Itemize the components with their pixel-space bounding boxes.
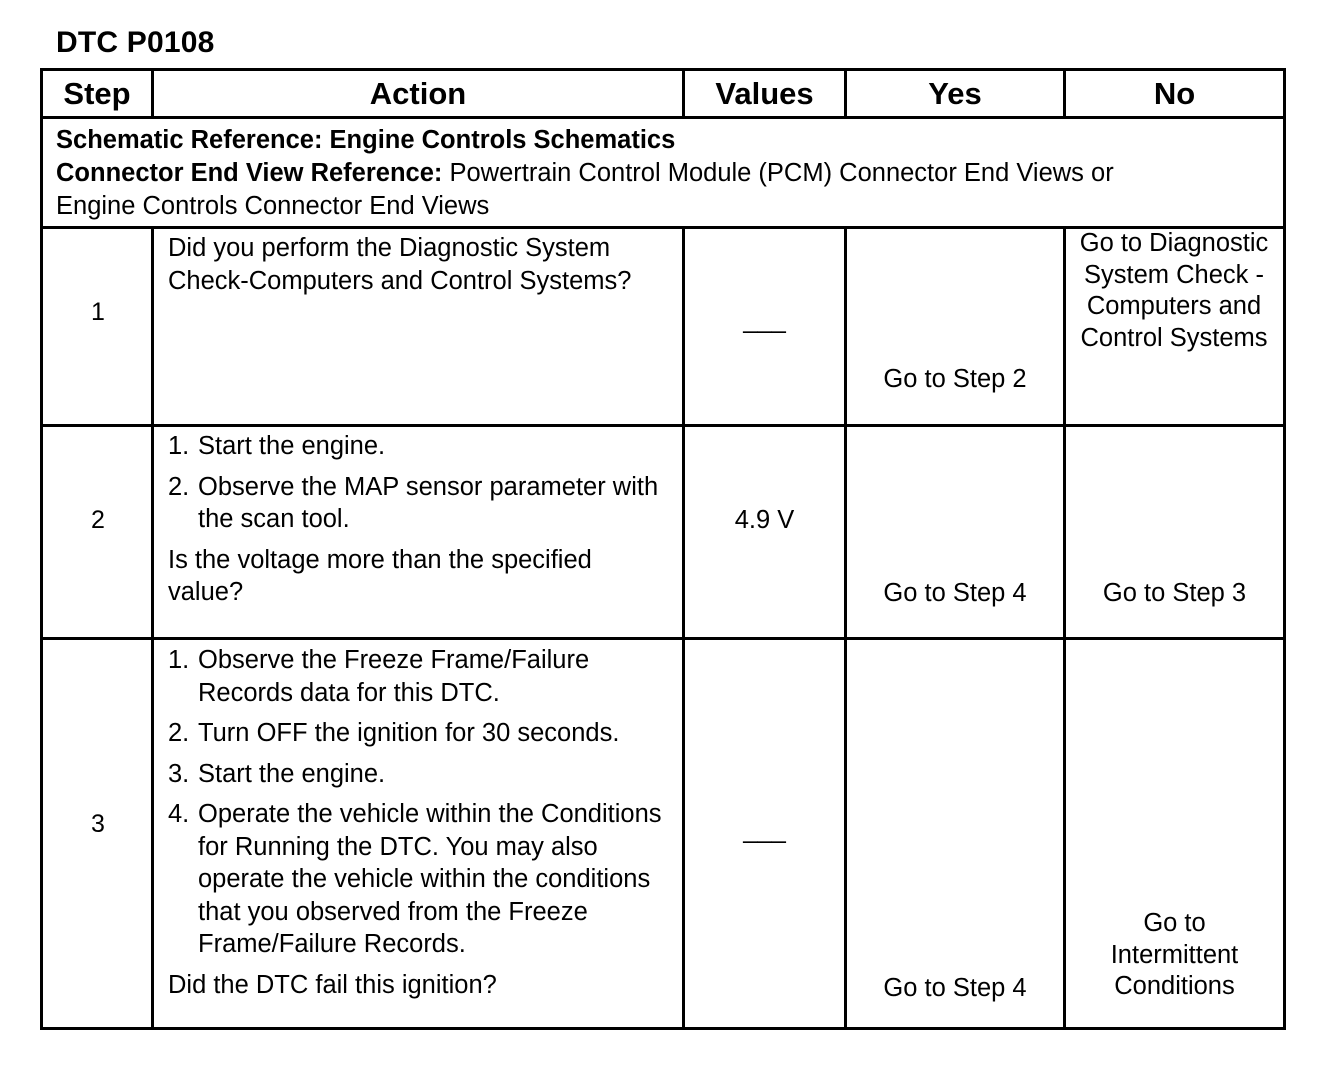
value-cell: 4.9 V [734, 506, 795, 534]
header-yes: Yes [928, 76, 982, 111]
action-question: Did the DTC fail this ignition? [168, 970, 497, 999]
yes-cell: Go to Step 2 [883, 365, 1027, 393]
document-title: DTC P0108 [56, 26, 215, 59]
list-item: 2. Observe the MAP sensor parameter with the scan tool. [168, 472, 659, 533]
yes-cell: Go to Step 4 [883, 579, 1027, 607]
step-number: 3 [91, 810, 105, 838]
list-item: 3. Start the engine. [168, 759, 386, 788]
col-divider-values [844, 226, 847, 1030]
step-number: 2 [91, 506, 105, 534]
action-block [168, 644, 668, 1001]
header-no: No [1153, 76, 1196, 111]
connector-reference-cont: Engine Controls Connector End Views [56, 192, 490, 220]
list-item: 4. Operate the vehicle within the Conditions for Running the DTC. You may also operate the vehicle within the conditions that you observed from the Freeze Frame/Failure Records. [168, 800, 662, 958]
col-divider-action [682, 226, 685, 1030]
step-number: 1 [91, 298, 105, 326]
row-divider-2 [40, 637, 1286, 640]
list-item: 1. Start the engine. [168, 432, 386, 460]
value-cell: ___ [743, 306, 786, 334]
reference-block [56, 124, 1256, 223]
action-block [168, 430, 673, 609]
connector-reference: Connector End View Reference: Powertrain Control Module (PCM) Connector End Views or [56, 159, 1114, 187]
yes-cell: Go to Step 4 [883, 974, 1027, 1002]
row-divider-1 [40, 424, 1286, 427]
header-action: Action [369, 76, 467, 111]
header-divider [40, 116, 1286, 119]
value-cell: ___ [743, 816, 786, 844]
header-values: Values [715, 76, 814, 111]
col-divider-step [151, 226, 154, 1030]
header-step: Step [63, 76, 131, 111]
no-cell: Go to Diagnostic System Check - Computers and Control Systems [1079, 229, 1269, 352]
col-divider-yes [1063, 226, 1066, 1030]
action-text: Did you perform the Diagnostic System Check-Computers and Control Systems? [168, 234, 632, 295]
list-item: 1. Observe the Freeze Frame/Failure Records data for this DTC. [168, 646, 590, 707]
schematic-reference: Schematic Reference: Engine Controls Schematics [56, 126, 676, 154]
no-cell: Go to Intermittent Conditions [1110, 909, 1239, 1000]
action-question: Is the voltage more than the specified value? [168, 545, 592, 606]
list-item: 2. Turn OFF the ignition for 30 seconds. [168, 719, 620, 747]
no-cell: Go to Step 3 [1102, 579, 1247, 607]
